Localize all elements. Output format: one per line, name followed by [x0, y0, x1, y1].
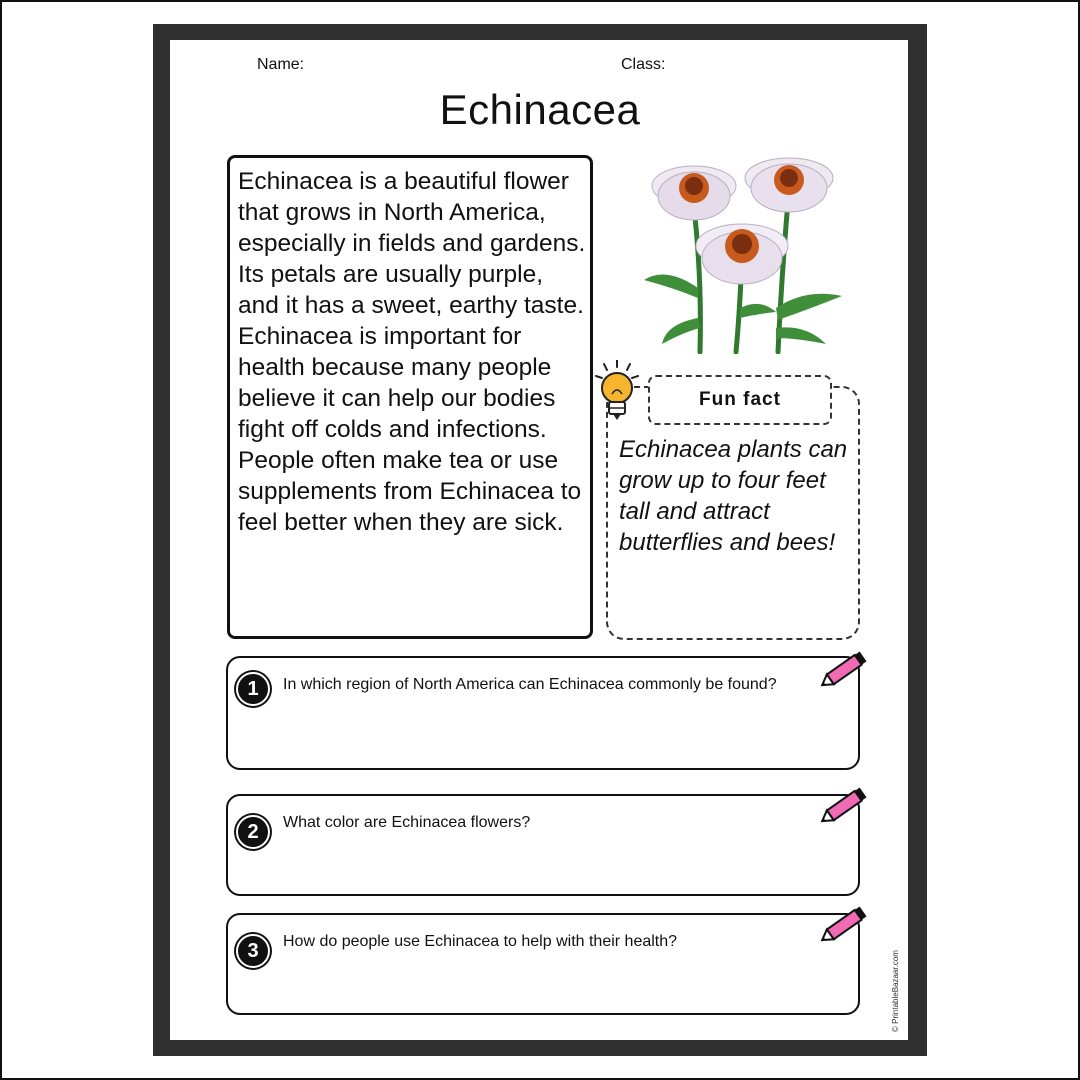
question-number-3: 3 — [236, 934, 270, 968]
pencil-icon — [818, 650, 870, 692]
lightbulb-icon — [594, 360, 640, 422]
pencil-icon — [818, 905, 870, 947]
class-label: Class: — [621, 56, 666, 73]
passage-text: Echinacea is a beautiful flower that grows in North America, especially in fields and gardens. Its petals are usually purple, and it has a sweet, earthy taste. Echinacea is important for health because many people believe it can help our bodies fight off colds and infections. People often make tea or use supplements from Echinacea to feel better when they are sick. — [238, 168, 586, 536]
question-text-1: In which region of North America can Echinacea commonly be found? — [283, 676, 777, 693]
question-text-3: How do people use Echinacea to help with their health? — [283, 933, 678, 950]
page-title: Echinacea — [439, 86, 641, 133]
question-number-2: 2 — [236, 815, 270, 849]
fun-fact-heading: Fun fact — [648, 375, 832, 425]
pencil-icon — [818, 786, 870, 828]
echinacea-flower-image — [636, 148, 852, 354]
answer-box-2[interactable] — [226, 794, 860, 896]
reading-passage — [227, 155, 593, 639]
copyright-text: © PrintableBazaar.com — [891, 950, 900, 1032]
answer-box-3[interactable] — [226, 913, 860, 1015]
question-number-1: 1 — [236, 672, 270, 706]
fun-fact-text: Echinacea plants can grow up to four feet tall and attract butterflies and bees! — [619, 436, 848, 556]
name-label: Name: — [257, 56, 305, 73]
question-text-2: What color are Echinacea flowers? — [283, 814, 531, 831]
